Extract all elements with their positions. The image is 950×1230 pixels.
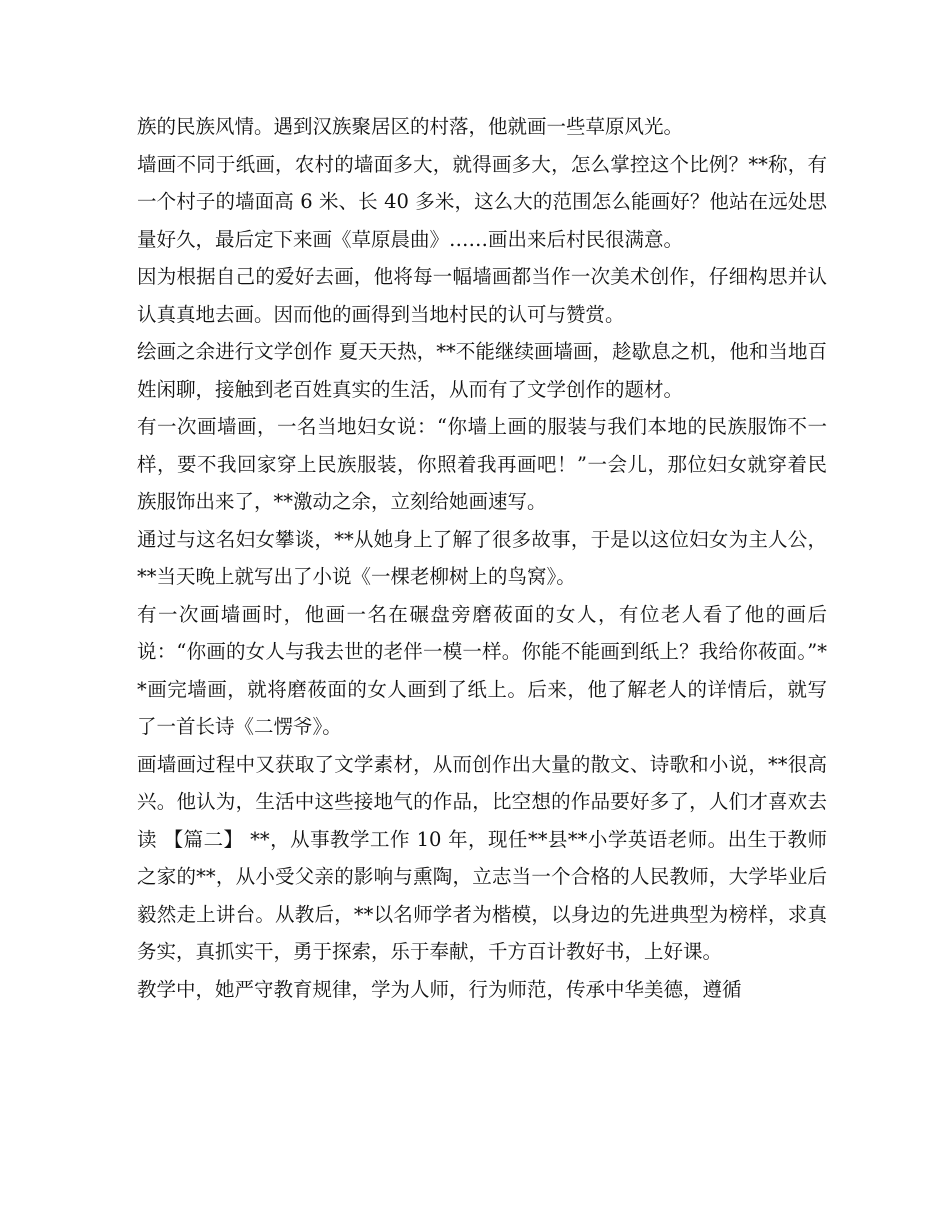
paragraph: 绘画之余进行文学创作 夏天天热，**不能继续画墙画，趁歇息之机，他和当地百姓闲聊，接触到老百姓真实的生活，从而有了文学创作的题材。 <box>137 340 827 401</box>
paragraph: 画墙画过程中又获取了文学素材，从而创作出大量的散文、诗歌和小说，**很高兴。他认为，生活中这些接地气的作品，比空想的作品要好多了，人们才喜欢去读 【篇二】 **，从事教学工作 10 年，现任**县**小学英语老师。出生于教师之家的**，从小受父亲的影响与熏陶，立志当一个合格的人民教师，大学毕业后毅然走上讲台。从教后，**以名师学者为楷模，以身边的先进典型为榜样，求真务实，真抓实干，勇于探索，乐于奉献，千方百计教好书，上好课。 <box>137 752 827 963</box>
paragraph: 教学中，她严守教育规律，学为人师，行为师范，传承中华美德，遵循 <box>137 977 742 1001</box>
paragraph: 族的民族风情。遇到汉族聚居区的村落，他就画一些草原风光。 <box>137 115 684 138</box>
paragraph: 有一次画墙画时，他画一名在碾盘旁磨莜面的女人，有位老人看了他的画后说：“你画的女人与我去世的老伴一模一样。你能不能画到纸上？我给你莜面。”**画完墙画，就将磨莜面的女人画到了纸上。后来，他了解老人的详情后，就写了一首长诗《二愣爷》。 <box>137 602 827 738</box>
paragraph: 因为根据自己的爱好去画，他将每一幅墙画都当作一次美术创作，仔细构思并认认真真地去画。因而他的画得到当地村民的认可与赞赏。 <box>137 265 827 326</box>
paragraph: 通过与这名妇女攀谈，**从她身上了解了很多故事，于是以这位妇女为主人公，**当天晚上就写出了小说《一棵老柳树上的鸟窝》。 <box>137 527 827 588</box>
article-body <box>137 108 827 1008</box>
paragraph: 墙画不同于纸画，农村的墙面多大，就得画多大，怎么掌控这个比例？**称，有一个村子的墙面高 6 米、长 40 多米，这么大的范围怎么能画好？他站在远处思量好久，最后定下来画《草原晨曲》……画出来后村民很满意。 <box>137 152 827 251</box>
paragraph: 有一次画墙画，一名当地妇女说：“你墙上画的服装与我们本地的民族服饰不一样，要不我回家穿上民族服装，你照着我再画吧！”一会儿，那位妇女就穿着民族服饰出来了，**激动之余，立刻给她画速写。 <box>137 415 827 513</box>
